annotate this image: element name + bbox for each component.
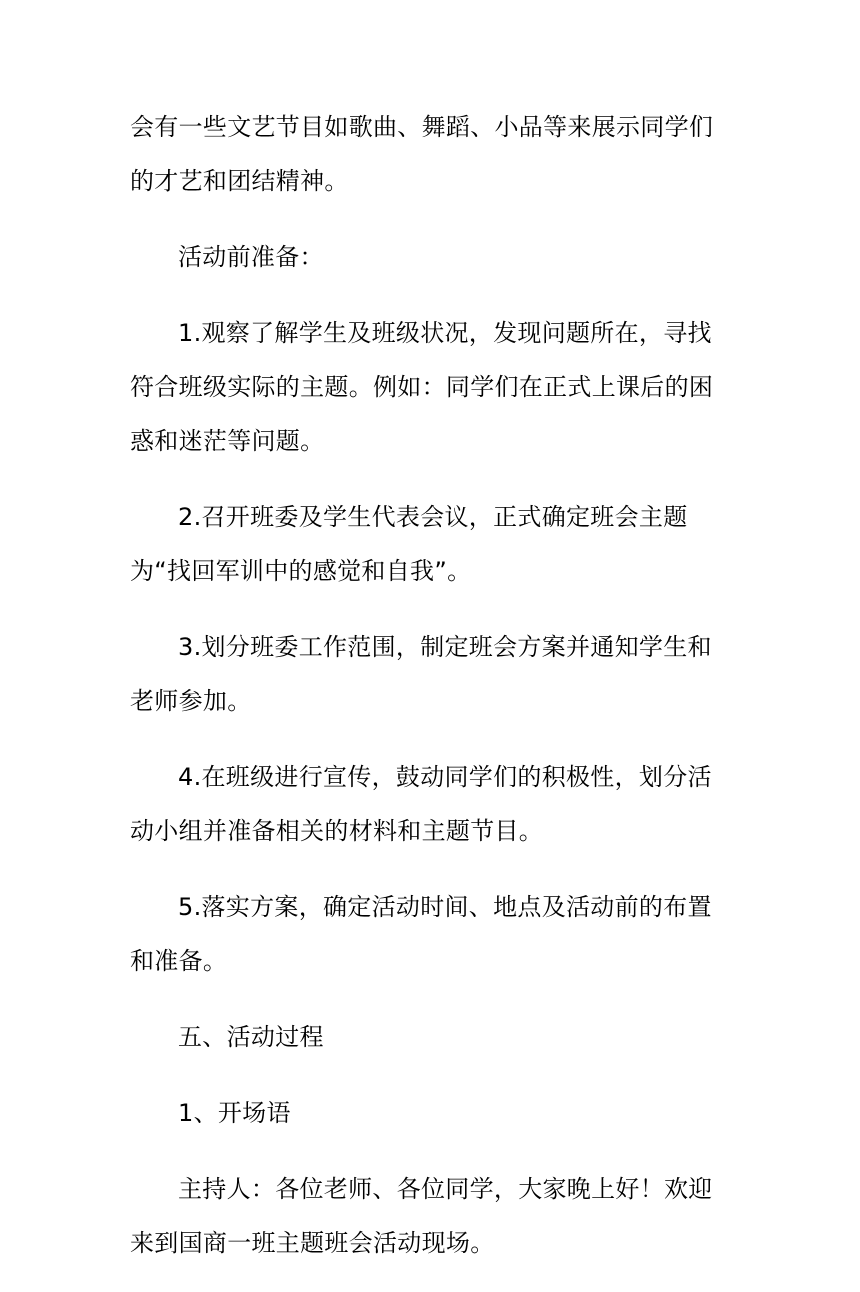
paragraph-step-3: 3.划分班委工作范围，制定班会方案并通知学生和老师参加。: [130, 633, 712, 715]
document-body: [130, 100, 734, 1292]
paragraph-host-speech: 主持人：各位老师、各位同学，大家晚上好！欢迎来到国商一班主题班会活动现场。: [130, 1175, 713, 1257]
section-heading-activity-process: 五、活动过程: [178, 1023, 324, 1051]
paragraph-step-5: 5.落实方案，确定活动时间、地点及活动前的布置和准备。: [130, 893, 712, 975]
paragraph-step-2: 2.召开班委及学生代表会议，正式确定班会主题为“找回军训中的感觉和自我”。: [130, 503, 688, 585]
paragraph-continuation: 会有一些文艺节目如歌曲、舞蹈、小品等来展示同学们的才艺和团结精神。: [130, 113, 714, 195]
paragraph-preparation-heading: 活动前准备：: [178, 243, 324, 271]
subheading-opening-remarks: 1、开场语: [178, 1099, 291, 1127]
paragraph-step-4: 4.在班级进行宣传，鼓动同学们的积极性，划分活动小组并准备相关的材料和主题节目。: [130, 763, 712, 845]
paragraph-step-1: 1.观察了解学生及班级状况，发现问题所在，寻找符合班级实际的主题。例如：同学们在正式上课后的困惑和迷茫等问题。: [130, 319, 714, 455]
